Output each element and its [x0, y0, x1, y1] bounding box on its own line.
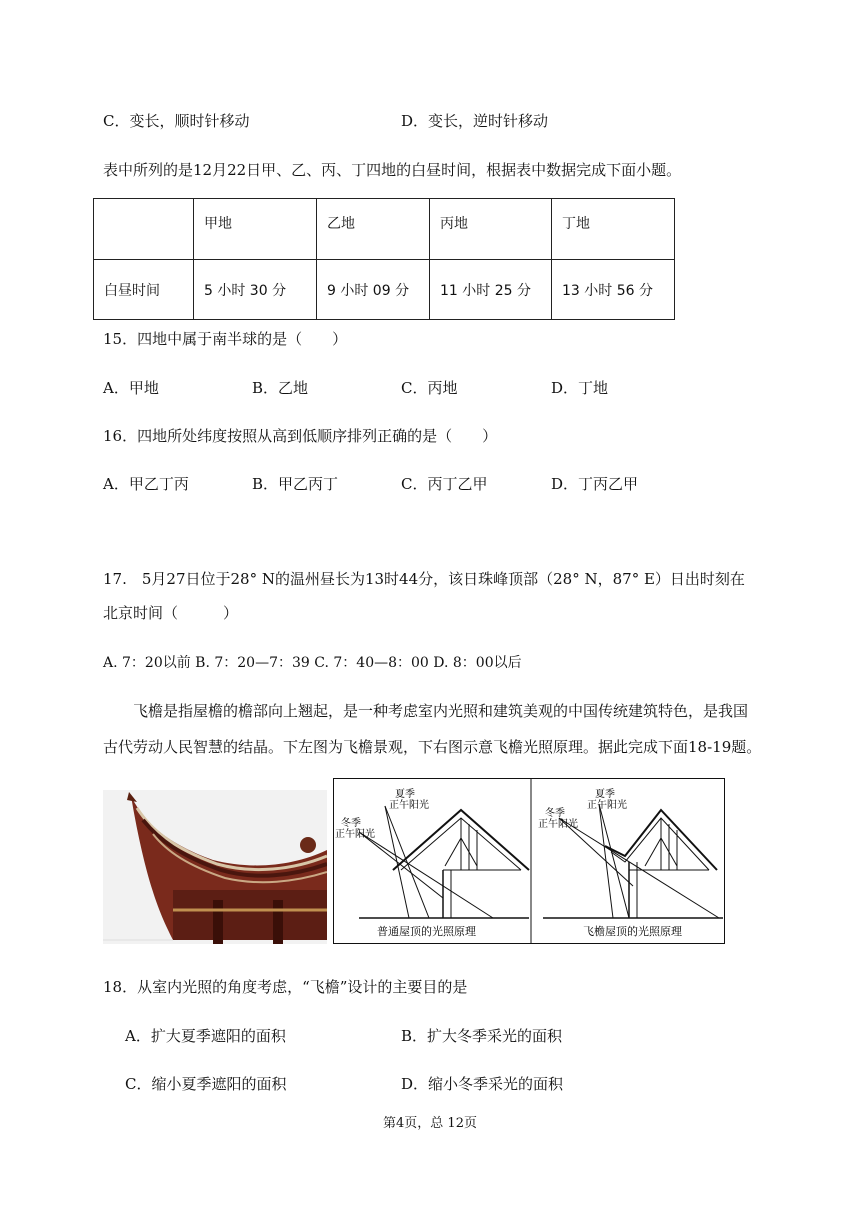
left-winter-label: 冬季 — [341, 818, 361, 829]
left-panel-caption: 普通屋顶的光照原理 — [377, 925, 476, 938]
table-header-row — [94, 199, 675, 260]
q16-option-c: C．丙丁乙甲 — [401, 475, 488, 493]
daytime-table — [93, 198, 675, 320]
table-header-cell: 丙地 — [430, 199, 552, 260]
table-header-cell — [94, 199, 194, 260]
table-cell: 9 小时 09 分 — [317, 260, 430, 320]
right-winter-label: 冬季 — [545, 808, 565, 819]
table-cell: 11 小时 25 分 — [430, 260, 552, 320]
q15-option-a: A．甲地 — [103, 379, 159, 397]
q16-option-b: B．甲乙丙丁 — [252, 475, 339, 493]
q16-option-a: A．甲乙丁丙 — [103, 475, 189, 493]
q17-stem-line1: 17. 5月27日位于28° N的温州昼长为13时44分，该日珠峰顶部（28° N，87° E）日出时刻在 — [103, 570, 745, 588]
q15-stem: 15．四地中属于南半球的是（ ） — [103, 330, 348, 348]
table-cell: 13 小时 56 分 — [552, 260, 675, 320]
right-winter-noon-label: 正午阳光 — [538, 819, 578, 830]
table-row-label: 白昼时间 — [94, 260, 194, 320]
q18-option-d: D．缩小冬季采光的面积 — [401, 1075, 564, 1093]
q18-option-c: C．缩小夏季遮阳的面积 — [125, 1075, 287, 1093]
q16-stem: 16．四地所处纬度按照从高到低顺序排列正确的是（ ） — [103, 427, 498, 445]
lighting-principle-diagram — [333, 778, 725, 944]
flying-eaves-photo — [103, 790, 327, 944]
q15-option-c: C．丙地 — [401, 379, 458, 397]
table-cell: 5 小时 30 分 — [194, 260, 317, 320]
page-footer: 第4页，总 12页 — [383, 1116, 477, 1131]
right-summer-label: 夏季 — [595, 789, 615, 800]
left-summer-label: 夏季 — [395, 789, 415, 800]
left-summer-noon-label: 正午阳光 — [389, 800, 429, 811]
table-header-cell: 甲地 — [194, 199, 317, 260]
q14-option-d: D．变长，逆时针移动 — [401, 112, 549, 130]
q17-options: A. 7：20以前 B. 7：20—7：39 C. 7：40—8：00 D. 8：00以后 — [103, 655, 522, 671]
passage-line2: 古代劳动人民智慧的结晶。下左图为飞檐景观，下右图示意飞檐光照原理。据此完成下面18-19题。 — [103, 738, 762, 756]
table-row — [94, 260, 675, 320]
table-header-cell: 乙地 — [317, 199, 430, 260]
q18-option-b: B．扩大冬季采光的面积 — [401, 1027, 563, 1045]
q15-option-b: B．乙地 — [252, 379, 309, 397]
right-summer-noon-label: 正午阳光 — [587, 800, 627, 811]
table-header-cell: 丁地 — [552, 199, 675, 260]
q14-option-c: C．变长，顺时针移动 — [103, 112, 250, 130]
q18-option-a: A．扩大夏季遮阳的面积 — [125, 1027, 286, 1045]
q16-option-d: D．丁丙乙甲 — [551, 475, 639, 493]
q18-stem: 18．从室内光照的角度考虑，“飞檐”设计的主要目的是 — [103, 978, 468, 996]
passage-line1: 飞檐是指屋檐的檐部向上翘起，是一种考虑室内光照和建筑美观的中国传统建筑特色，是我国 — [103, 702, 749, 720]
q17-stem-line2: 北京时间（ ） — [103, 604, 239, 622]
q15-option-d: D．丁地 — [551, 379, 609, 397]
left-winter-noon-label: 正午阳光 — [335, 829, 375, 840]
table-intro: 表中所列的是12月22日甲、乙、丙、丁四地的白昼时间，根据表中数据完成下面小题。 — [103, 161, 682, 179]
right-panel-caption: 飞檐屋顶的光照原理 — [583, 925, 682, 938]
